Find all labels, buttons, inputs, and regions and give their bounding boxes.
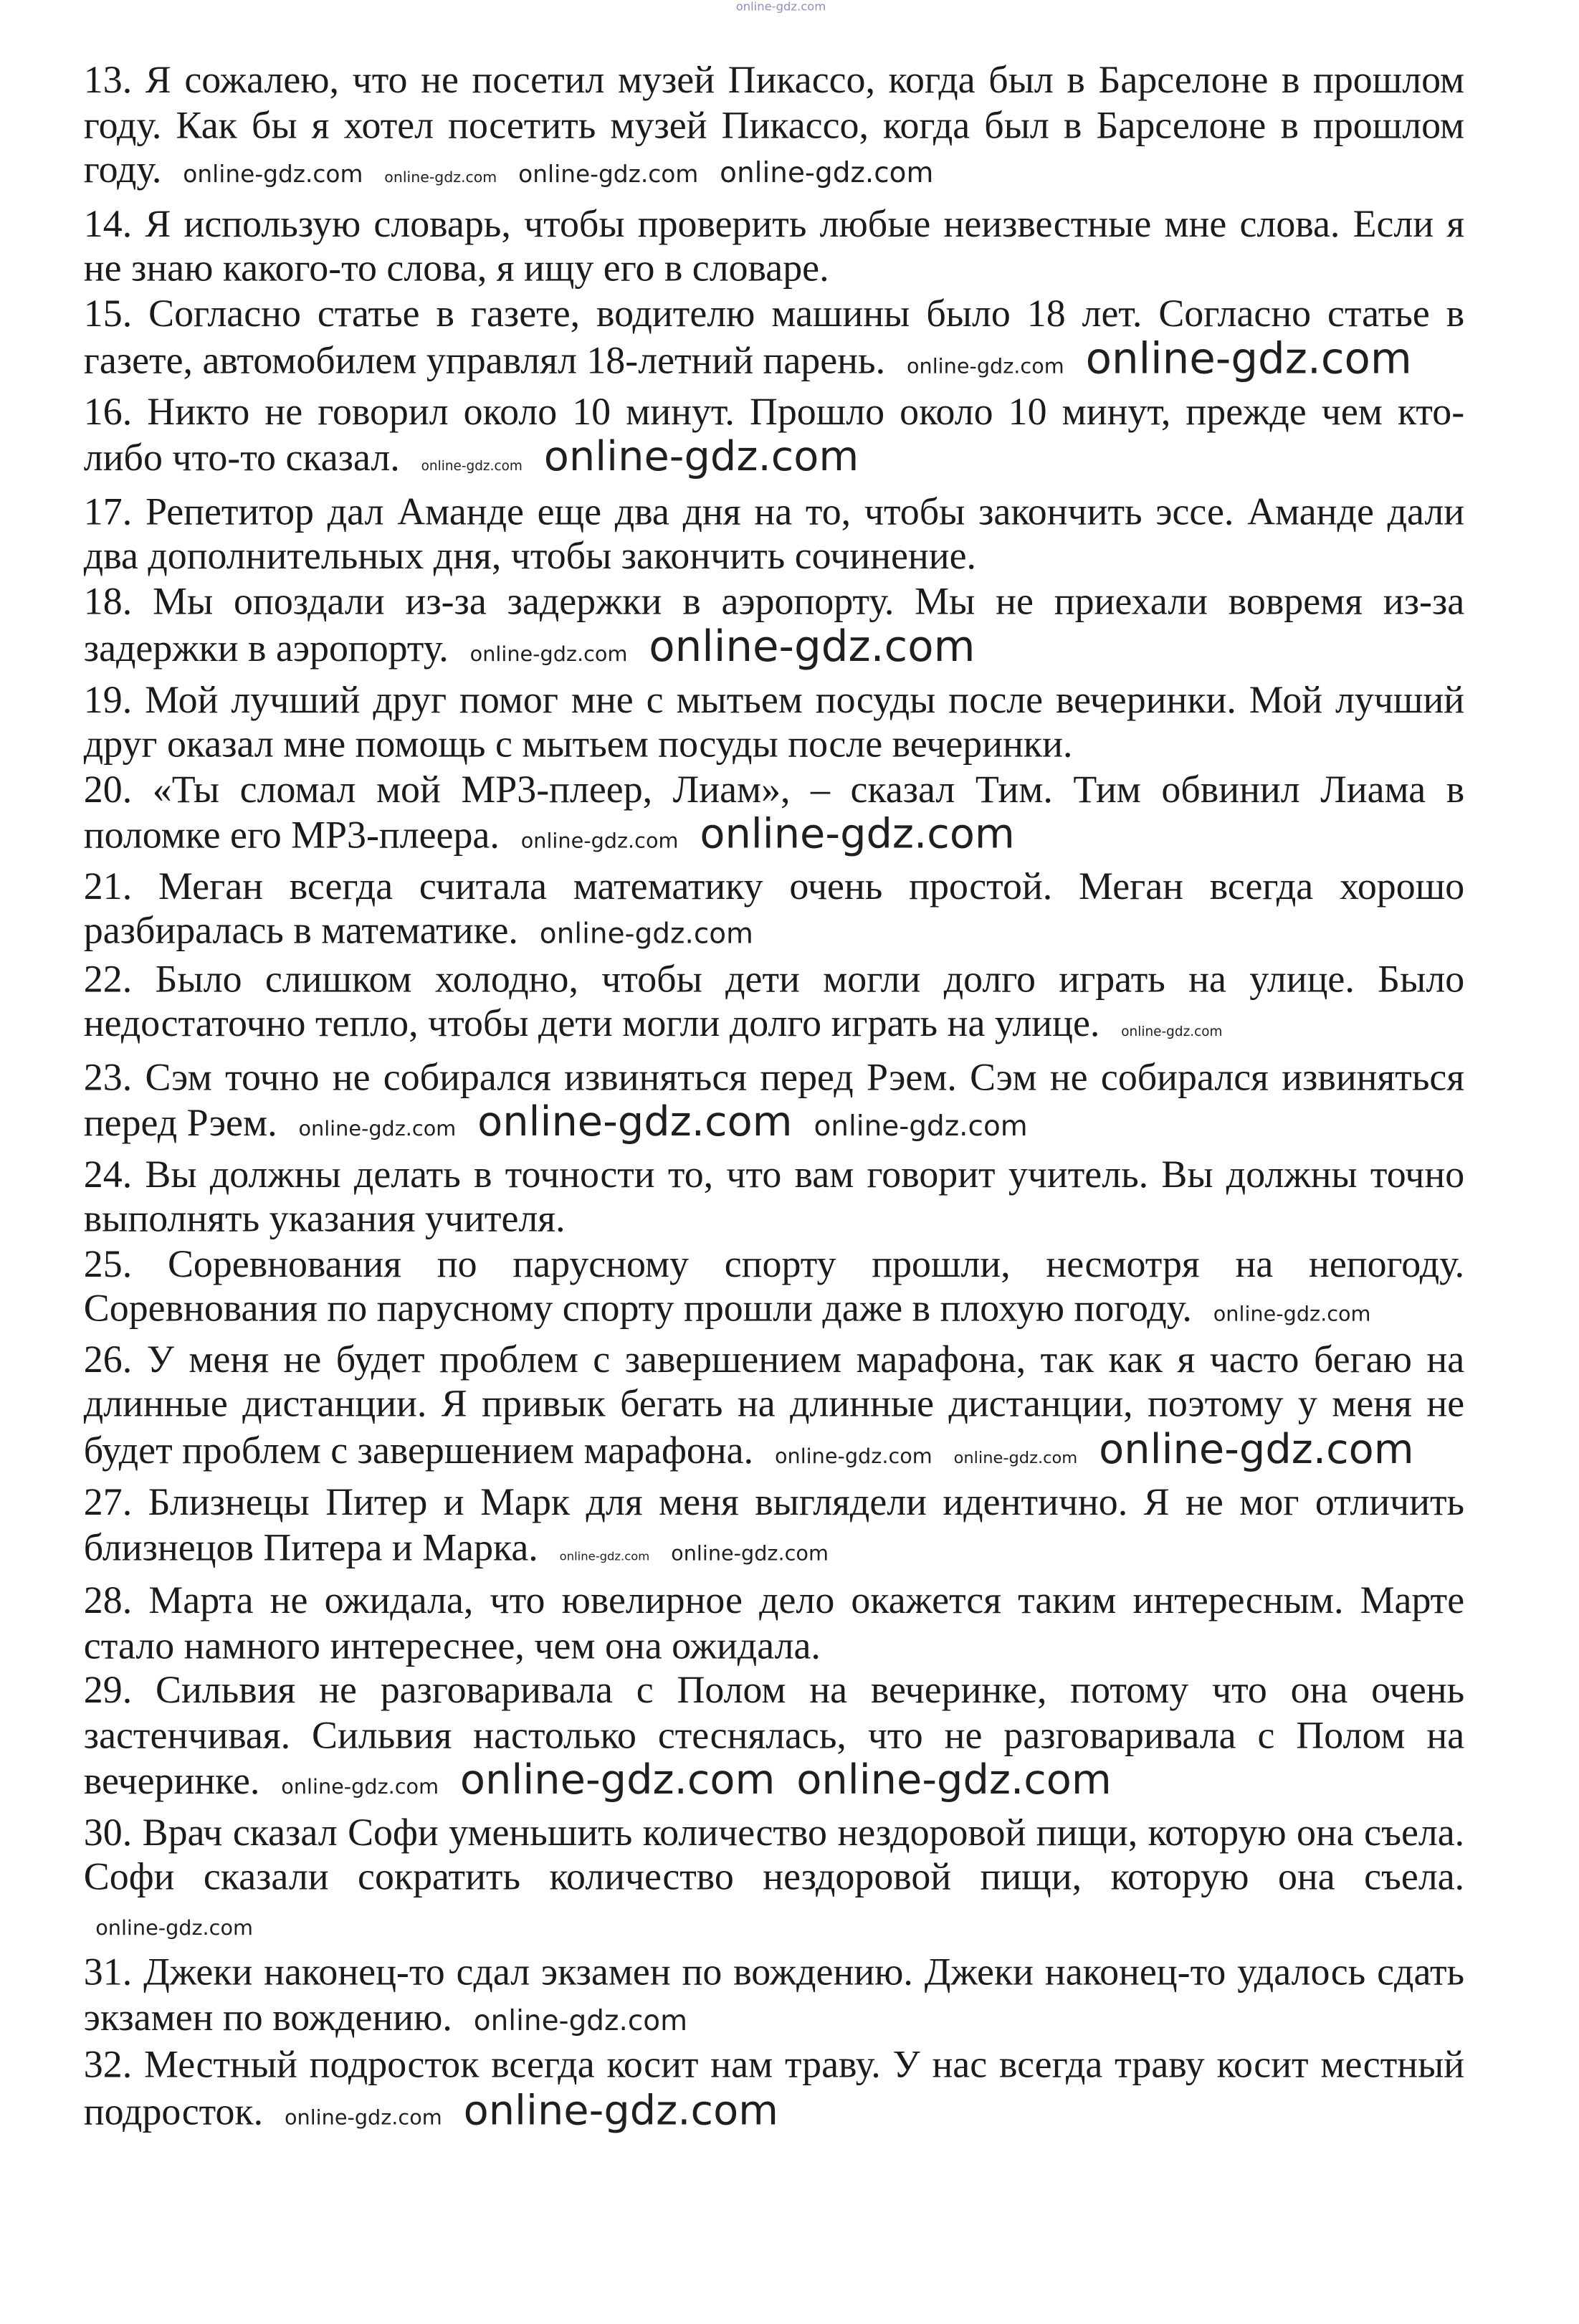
watermark: online-gdz.com — [284, 2105, 442, 2130]
watermark: online-gdz.com — [559, 1548, 650, 1563]
exercise-item — [84, 678, 1464, 768]
item-text: Я сожалею, что не посетил музей Пикассо, когда был в Барселоне в прошлом году. Как бы я хотел посетить музей Пикассо, когда был в Барселоне в прошлом году. — [83, 58, 1465, 191]
item-number: 13. — [83, 58, 133, 102]
watermark: online-gdz.com — [469, 643, 628, 667]
watermark: online-gdz.com — [1099, 1424, 1414, 1473]
item-number: 24. — [83, 1152, 133, 1196]
item-text: Согласно статье в газете, водителю машины было 18 лет. Согласно статье в газете, автомобилем управлял 18-летний парень. — [83, 291, 1465, 382]
watermark: online-gdz.com — [796, 1755, 1112, 1804]
watermark: online-gdz.com — [649, 621, 975, 672]
watermark: online-gdz.com — [473, 2004, 688, 2037]
watermark: online-gdz.com — [953, 1447, 1078, 1467]
watermark: online-gdz.com — [183, 160, 363, 189]
watermark: online-gdz.com — [720, 157, 934, 190]
item-text: Марта не ожидала, что ювелирное дело окажется таким интересным. Марте стало намного интереснее, чем она ожидала. — [83, 1578, 1465, 1667]
watermark: online-gdz.com — [463, 2085, 779, 2134]
watermark: online-gdz.com — [671, 1541, 829, 1566]
item-number: 16. — [83, 390, 133, 433]
item-text: «Ты сломал мой MP3-плеер, Лиам», – сказал Тим. Тим обвинил Лиама в поломке его MP3-плеера. — [83, 767, 1465, 857]
item-text: У меня не будет проблем с завершением марафона, так как я часто бегаю на длинные дистанции. Я привык бегать на длинные дистанции, поэтому у меня не будет проблем с завершением марафона. — [83, 1337, 1465, 1472]
item-number: 20. — [83, 767, 133, 811]
exercise-item — [84, 2044, 1464, 2140]
item-number: 29. — [83, 1669, 133, 1712]
exercise-item — [84, 202, 1464, 292]
exercise-item — [84, 59, 1464, 202]
item-text: Меган всегда считала математику очень простой. Меган всегда хорошо разбиралась в математике. — [83, 865, 1465, 952]
exercise-item — [84, 1055, 1464, 1152]
watermark: online-gdz.com — [814, 1110, 1028, 1143]
exercise-item — [84, 490, 1464, 579]
item-number: 23. — [83, 1055, 133, 1098]
item-number: 25. — [83, 1242, 133, 1285]
item-text: Близнецы Питер и Марк для меня выглядели идентично. Я не мог отличить близнецов Питера и Марка. — [83, 1480, 1465, 1568]
document-body — [84, 59, 1464, 2140]
exercise-item — [84, 1811, 1464, 1951]
item-number: 30. — [83, 1810, 133, 1854]
watermark: online-gdz.com — [1213, 1303, 1371, 1327]
watermark: online-gdz.com — [539, 918, 754, 951]
watermark: online-gdz.com — [281, 1776, 439, 1800]
watermark: online-gdz.com — [95, 1916, 253, 1940]
exercise-item — [84, 1669, 1464, 1811]
item-number: 31. — [83, 1951, 133, 1994]
watermark: online-gdz.com — [774, 1444, 932, 1469]
item-text: Мы опоздали из-за задержки в аэропорту. Мы не приехали вовремя из-за задержки в аэропорту. — [83, 579, 1465, 670]
item-number: 26. — [83, 1337, 133, 1381]
exercise-item — [84, 768, 1464, 865]
item-text: Врач сказал Софи уменьшить количество нездоровой пищи, которую она съела. Софи сказали сократить количество нездоровой пищи, которую она съела. — [83, 1810, 1465, 1898]
exercise-item — [84, 1153, 1464, 1242]
exercise-item — [84, 292, 1464, 390]
item-text: Сэм точно не собирался извиняться перед Рэем. Сэм не собирался извиняться перед Рэем. — [83, 1055, 1465, 1145]
watermark: online-gdz.com — [298, 1118, 457, 1142]
item-number: 21. — [83, 865, 133, 908]
watermark: online-gdz.com — [384, 170, 497, 187]
item-number: 15. — [83, 291, 133, 335]
item-text: Никто не говорил около 10 минут. Прошло около 10 минут, прежде чем кто-либо что-то сказал. — [83, 390, 1465, 480]
item-text: Джеки наконец-то сдал экзамен по вождению. Джеки наконец-то удалось сдать экзамен по вождению. — [83, 1951, 1465, 2039]
exercise-item — [84, 1481, 1464, 1579]
exercise-item — [84, 1242, 1464, 1338]
watermark: online-gdz.com — [543, 432, 859, 481]
watermark: online-gdz.com — [1085, 333, 1412, 384]
item-text: Вы должны делать в точности то, что вам говорит учитель. Вы должны точно выполнять указания учителя. — [83, 1152, 1465, 1240]
item-text: Местный подросток всегда косит нам траву. У нас всегда траву косит местный подросток. — [83, 2043, 1465, 2133]
item-number: 28. — [83, 1578, 133, 1622]
item-number: 27. — [83, 1480, 133, 1524]
item-number: 18. — [83, 579, 133, 622]
watermark: online-gdz.com — [421, 459, 523, 475]
watermark: online-gdz.com — [700, 809, 1015, 858]
watermark: online-gdz.com — [520, 829, 679, 854]
exercise-item — [84, 579, 1464, 677]
exercise-item — [84, 1579, 1464, 1669]
watermark: online-gdz.com — [459, 1755, 776, 1804]
item-text: Соревнования по парусному спорту прошли, несмотря на непогоду. Соревнования по парусному спорту прошли даже в плохую погоду. — [83, 1242, 1465, 1330]
watermark: online-gdz.com — [906, 355, 1064, 379]
watermark: online-gdz.com — [477, 1097, 793, 1146]
item-text: Репетитор дал Аманде еще два дня на то, чтобы закончить эссе. Аманде дали два дополнительных дня, чтобы закончить сочинение. — [83, 490, 1465, 578]
watermark: online-gdz.com — [735, 0, 826, 14]
item-text: Мой лучший друг помог мне с мытьем посуды после вечеринки. Мой лучший друг оказал мне помощь с мытьем посуды после вечеринки. — [83, 677, 1465, 766]
item-number: 22. — [83, 957, 133, 1000]
watermark: online-gdz.com — [1121, 1025, 1223, 1040]
watermark: online-gdz.com — [518, 160, 699, 189]
item-number: 32. — [83, 2043, 133, 2087]
exercise-item — [84, 1338, 1464, 1481]
exercise-item — [84, 865, 1464, 957]
item-text: Сильвия не разговаривала с Полом на вечеринке, потому что она очень застенчивая. Сильвия настолько стеснялась, что не разговаривала с Полом на вечеринке. — [83, 1669, 1465, 1803]
item-text: Было слишком холодно, чтобы дети могли долго играть на улице. Было недостаточно тепло, чтобы дети могли долго играть на улице. — [83, 957, 1465, 1045]
exercise-item — [84, 957, 1464, 1055]
item-number: 14. — [83, 201, 133, 245]
item-text: Я использую словарь, чтобы проверить любые неизвестные мне слова. Если я не знаю какого-то слова, я ищу его в словаре. — [83, 201, 1465, 290]
exercise-item — [84, 1951, 1464, 2043]
item-number: 19. — [83, 677, 133, 721]
exercise-item — [84, 390, 1464, 490]
item-number: 17. — [83, 490, 133, 533]
